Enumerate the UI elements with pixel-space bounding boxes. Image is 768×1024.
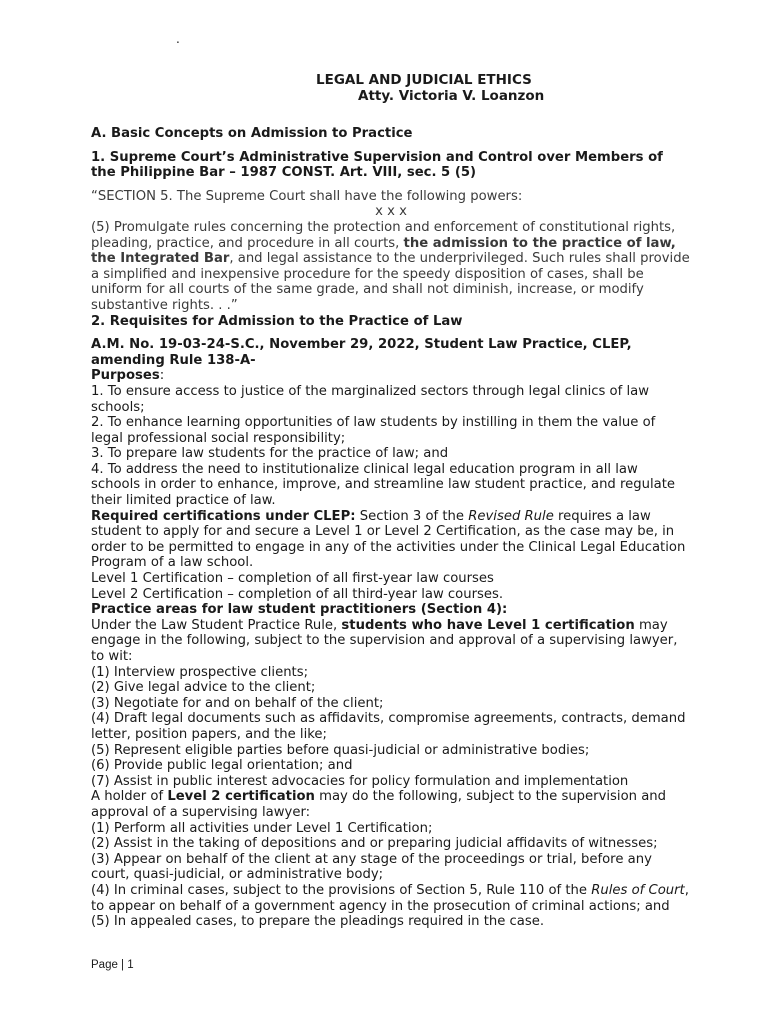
- level-1-intro-post: may engage in the following, subject to the supervision and approval of a supervising lawyer, to wit:: [91, 617, 678, 664]
- purpose-item: 4. To address the need to institutionalize clinical legal education program in all law schools in order to enhance, improve, and streamline law student practice, and regulate their limited practice of law.: [91, 461, 675, 509]
- level-2-intro-post: may do the following, subject to the supervision and approval of a supervising lawyer:: [91, 789, 667, 820]
- level-1-item: (2) Give legal advice to the client;: [91, 680, 316, 696]
- document-body: [91, 126, 691, 930]
- level-2-item: (1) Perform all activities under Level 1 Certification;: [91, 820, 433, 836]
- section-2-heading: 2. Requisites for Admission to the Practice of Law: [91, 313, 463, 329]
- level-2-item: (5) In appealed cases, to prepare the pleadings required in the case.: [91, 914, 545, 930]
- purpose-item: 2. To enhance learning opportunities of law students by instilling in them the value of legal professional social responsibility;: [91, 415, 656, 446]
- level-2-item: [91, 883, 691, 914]
- practice-areas-heading: Practice areas for law student practitioners (Section 4):: [91, 602, 508, 618]
- level-2-intro: [91, 789, 691, 820]
- level-2-item4-italic: Rules of Court: [591, 882, 685, 898]
- page-mark: .: [176, 32, 180, 46]
- quote-paragraph: [91, 220, 691, 314]
- purpose-item: 3. To prepare law students for the practice of law; and: [91, 446, 449, 462]
- page-number: Page | 1: [91, 959, 134, 971]
- certification-paragraph: [91, 509, 691, 571]
- level-1-item: (7) Assist in public interest advocacies for policy formulation and implementation: [91, 773, 629, 789]
- level-1-item: (6) Provide public legal orientation; and: [91, 758, 353, 774]
- section-1-heading: 1. Supreme Court’s Administrative Supervision and Control over Members of the Philippine Bar – 1987 CONST. Art. VIII, sec. 5 (5): [91, 149, 663, 181]
- level-1-item: (3) Negotiate for and on behalf of the client;: [91, 695, 384, 711]
- certification-italic: Revised Rule: [468, 508, 554, 524]
- constitution-quote: [91, 189, 691, 314]
- am-heading: A.M. No. 19-03-24-S.C., November 29, 2022, Student Law Practice, CLEP, amending Rule 138-A-: [91, 337, 632, 368]
- certification-text-post: requires a law student to apply for and secure a Level 1 or Level 2 Certification, as the case may be, in order to be permitted to engage in any of the activities under the Clinical Legal Education Program of a law school.: [91, 508, 686, 571]
- document-author: Atty. Victoria V. Loanzon: [358, 88, 545, 104]
- level-2-item4-post: , to appear on behalf of a government agency in the prosecution of criminal actions; and: [91, 882, 689, 914]
- quote-text-pre: (5) Promulgate rules concerning the protection and enforcement of constitutional rights, pleading, practice, and procedure in all courts,: [91, 219, 676, 251]
- certification-label: Required certifications under CLEP:: [91, 508, 356, 524]
- purposes-label-text: Purposes: [91, 368, 160, 384]
- certification-text-pre: Section 3 of the: [355, 508, 469, 524]
- level-2-definition: Level 2 Certification – completion of all third-year law courses.: [91, 586, 504, 602]
- level-2-intro-bold: Level 2 certification: [167, 789, 315, 805]
- quote-intro: “SECTION 5. The Supreme Court shall have the following powers:: [91, 188, 523, 204]
- level-1-item: (5) Represent eligible parties before quasi-judicial or administrative bodies;: [91, 742, 590, 758]
- purpose-item: 1. To ensure access to justice of the marginalized sectors through legal clinics of law schools;: [91, 383, 649, 415]
- level-1-intro-bold: students who have Level 1 certification: [341, 617, 635, 633]
- level-2-intro-pre: A holder of: [91, 789, 168, 805]
- purposes-label: [91, 368, 691, 384]
- quote-ellipsis: x x x: [375, 204, 407, 220]
- section-a-heading: A. Basic Concepts on Admission to Practice: [91, 126, 413, 141]
- level-1-intro: [91, 618, 691, 665]
- level-1-item: (4) Draft legal documents such as affidavits, compromise agreements, contracts, demand letter, position papers, and the like;: [91, 711, 686, 742]
- level-2-item: (3) Appear on behalf of the client at any stage of the proceedings or trial, before any court, quasi-judicial, or administrative body;: [91, 851, 652, 883]
- purposes-colon: :: [159, 368, 165, 384]
- quote-text-bold: the admission to the practice of law, the Integrated Bar: [91, 235, 676, 267]
- document-title: LEGAL AND JUDICIAL ETHICS: [316, 72, 532, 88]
- level-1-intro-pre: Under the Law Student Practice Rule,: [91, 617, 342, 633]
- level-1-item: (1) Interview prospective clients;: [91, 664, 309, 680]
- level-2-item: (2) Assist in the taking of depositions and or preparing judicial affidavits of witnesses;: [91, 836, 658, 852]
- level-2-item4-pre: (4) In criminal cases, subject to the provisions of Section 5, Rule 110 of the: [91, 882, 592, 898]
- level-1-definition: Level 1 Certification – completion of all first-year law courses: [91, 571, 494, 587]
- quote-text-post: , and legal assistance to the underprivileged. Such rules shall provide a simplified and inexpensive procedure for the speedy disposition of cases, shall be uniform for all courts of the same grade, and shall not diminish, increase, or modify substantive rights. . .”: [91, 251, 690, 313]
